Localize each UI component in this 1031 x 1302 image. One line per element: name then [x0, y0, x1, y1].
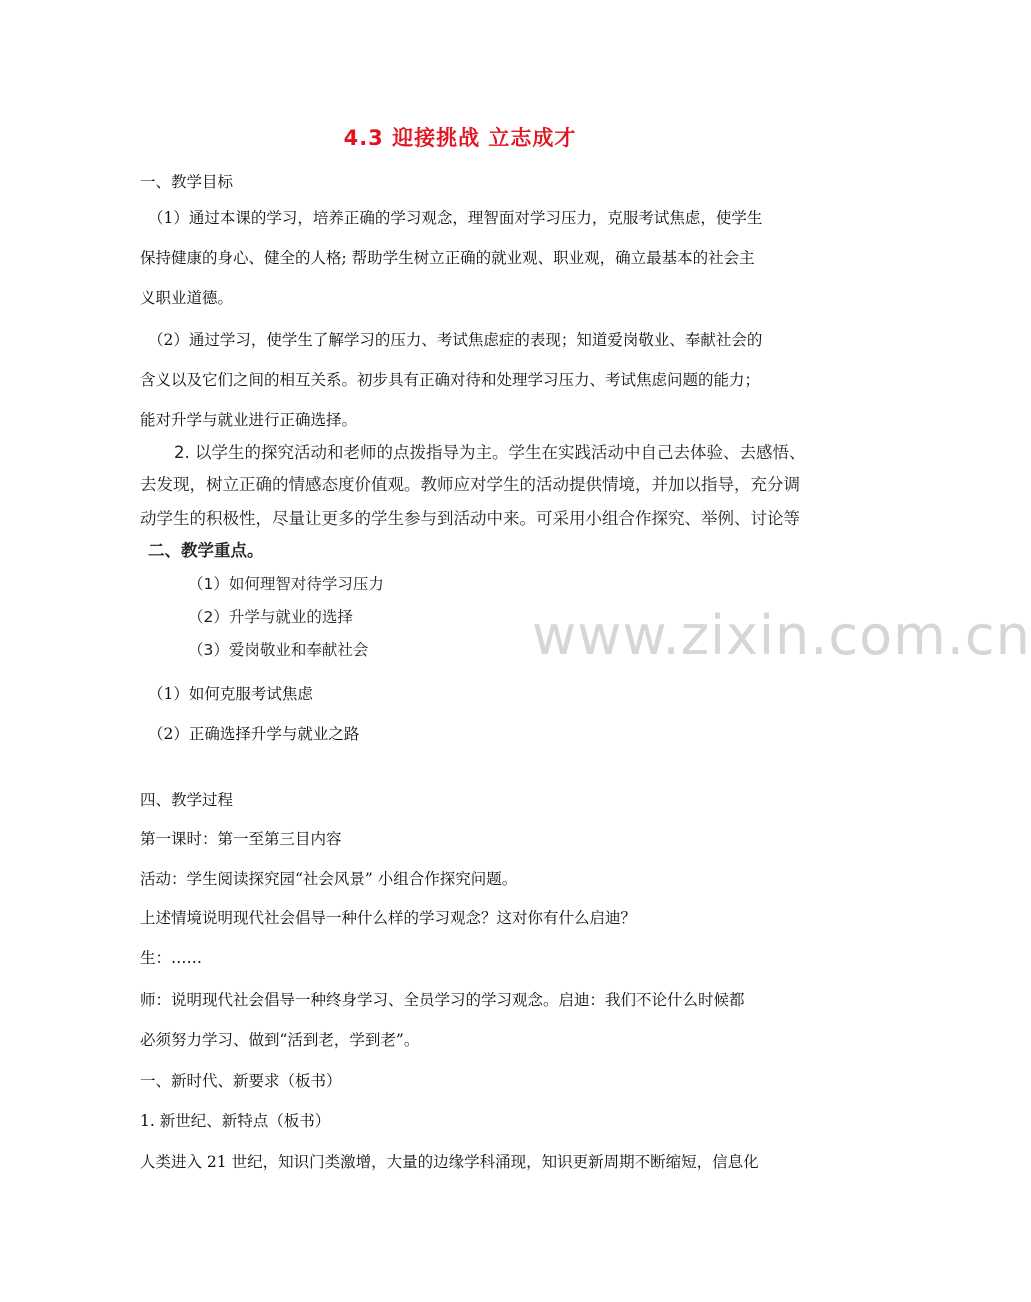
difficulty-item: （1）如何克服考试焦虑 — [148, 685, 313, 703]
process-line: 生：…… — [140, 949, 203, 967]
process-line: 上述情境说明现代社会倡导一种什么样的学习观念？这对你有什么启迪？ — [140, 909, 637, 927]
process-line: 1. 新世纪、新特点（板书） — [140, 1112, 331, 1130]
key-point-item: （1）如何理智对待学习压力 — [188, 575, 384, 593]
page-title: 4.3 迎接挑战 立志成才 — [343, 126, 577, 150]
watermark: www.zixin.com.cn — [532, 604, 1031, 667]
process-line: 师：说明现代社会倡导一种终身学习、全员学习的学习观念。启迪：我们不论什么时候都 — [140, 991, 745, 1009]
method-line: 2. 以学生的探究活动和老师的点拨指导为主。学生在实践活动中自己去体验、去感悟、 — [174, 443, 806, 462]
paragraph-line: 能对升学与就业进行正确选择。 — [140, 411, 358, 429]
paragraph-line: （2）通过学习，使学生了解学习的压力、考试焦虑症的表现；知道爱岗敬业、奉献社会的 — [148, 331, 763, 349]
paragraph-line: 含义以及它们之间的相互关系。初步具有正确对待和处理学习压力、考试焦虑问题的能力； — [140, 371, 761, 389]
paragraph-line: 保持健康的身心、健全的人格; 帮助学生树立正确的就业观、职业观，确立最基本的社会主 — [140, 249, 755, 267]
process-line: 第一课时：第一至第三目内容 — [140, 830, 342, 848]
paragraph-line: （1）通过本课的学习，培养正确的学习观念，理智面对学习压力，克服考试焦虑，使学生 — [148, 209, 763, 227]
paragraph-line: 义职业道德。 — [140, 289, 234, 307]
method-line: 动学生的积极性，尽量让更多的学生参与到活动中来。可采用小组合作探究、举例、讨论等 — [140, 509, 800, 528]
section-heading-process: 四、教学过程 — [140, 791, 234, 809]
section-heading-key-points: 二、教学重点。 — [148, 541, 264, 560]
key-point-item: （2）升学与就业的选择 — [188, 608, 353, 626]
process-line: 活动：学生阅读探究园“社会风景” 小组合作探究问题。 — [140, 870, 518, 888]
key-point-item: （3）爱岗敬业和奉献社会 — [188, 641, 369, 659]
process-line: 必须努力学习、做到“活到老，学到老”。 — [140, 1031, 420, 1049]
section-heading-goals: 一、教学目标 — [140, 173, 234, 191]
method-line: 去发现，树立正确的情感态度价值观。教师应对学生的活动提供情境，并加以指导，充分调 — [140, 475, 800, 494]
difficulty-item: （2）正确选择升学与就业之路 — [148, 725, 360, 743]
process-line: 人类进入 21 世纪，知识门类激增，大量的边缘学科涌现，知识更新周期不断缩短，信息化 — [140, 1153, 759, 1171]
process-line: 一、新时代、新要求（板书） — [140, 1072, 342, 1090]
